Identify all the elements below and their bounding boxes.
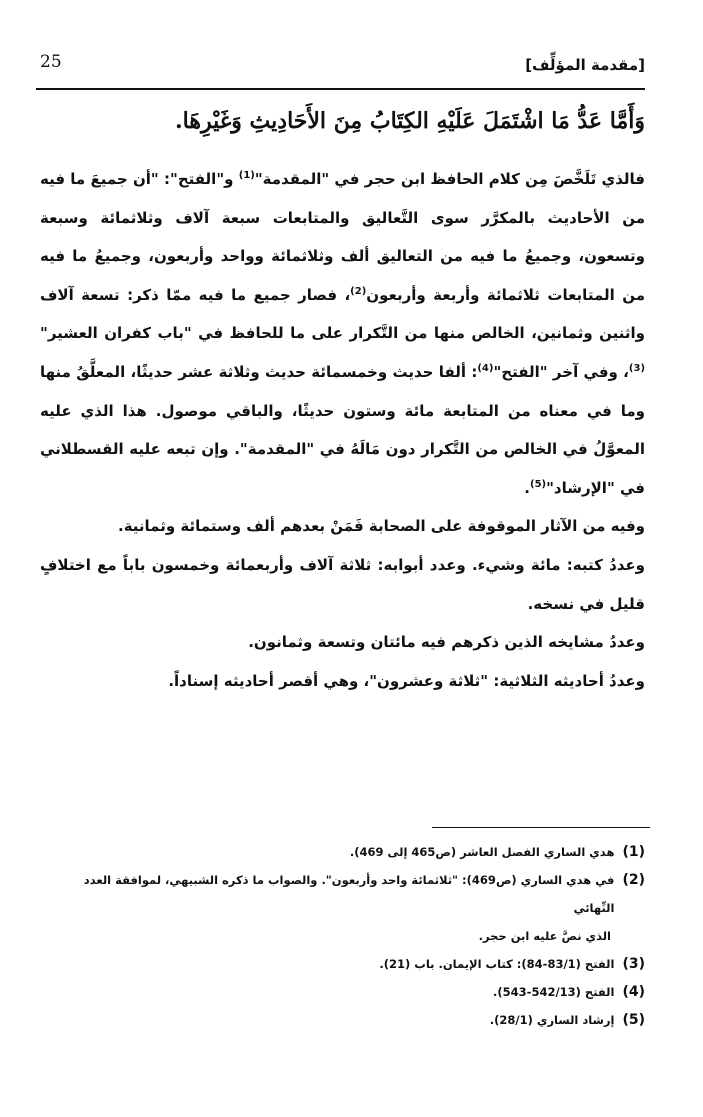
- paragraph: وعددُ كتبه: مائة وشيء. وعدد أبوابه: ثلاثة آلاف وأربعمائة وخمسون باباً مع اختلافٍ قليل في نسخه.: [40, 555, 645, 613]
- main-text: [40, 160, 645, 700]
- footnote-number: (5): [622, 1012, 645, 1028]
- footnote-number: (3): [622, 956, 645, 972]
- footnote-text: إرشاد الساري (28/1).: [489, 1013, 615, 1027]
- footnote-number: (2): [622, 872, 645, 888]
- footnote: [40, 978, 645, 1006]
- footnote-reference: (3): [628, 362, 646, 374]
- footnote: [40, 838, 645, 866]
- page-number: 25: [40, 52, 62, 72]
- paragraph: فالذي تَلَخَّصَ مِن كلام الحافظ ابن حجر في "المقدمة"$^{(1)}$ و"الفتح": "أن جميعَ ما فيه من الأحاديث بالمكرَّر سوى التَّعاليق والمتابعات سبعة آلاف وثلاثمائة وسبعة وتسعون، وجميعُ ما فيه من التعاليق ألف وثلاثمائة وواحد وأربعون، وجميعُ ما فيه من المتابعات ثلاثمائة وأربعة وأربعون$^{(2)}$، فصار جميع ما فيه ممّا ذكر: تسعة آلاف واثنين وثمانين، الخالص منها من التَّكرار على ما للحافظ في "باب كفران العشير"$^{(3)}$، وفي آخر "الفتح"$^{(4)}$: ألفا حديث وخمسمائة حديث وثلاثة عشر حديثًا، المعلَّقُ منها وما في معناه من المتابعة مائة وستون حديثًا، والباقي موصول. هذا الذي عليه المعوَّلُ في الخالص من التَّكرار دون مَالَهُ في "المقدمة". وإن تبعه عليه القسطلاني في "الإرشاد"$^{(5)}$.: [40, 170, 646, 497]
- section-label: [مقدمة المؤلِّف]: [525, 56, 645, 74]
- footnote-text: الفتح (83/1-84): كتاب الإيمان. باب (21).: [379, 957, 615, 971]
- footnote-number: (1): [622, 844, 645, 860]
- header-rule: [36, 88, 645, 90]
- footnote: [40, 866, 645, 922]
- footnote: [40, 1006, 645, 1034]
- page-header: [40, 52, 645, 86]
- footnote-number: (4): [622, 984, 645, 1000]
- footnote-continuation: الذي نصَّ عليه ابن حجر.: [478, 929, 611, 943]
- footnote-text: هدي الساري الفصل العاشر (ص465 إلى 469).: [349, 845, 615, 859]
- paragraph: وعددُ أحاديثه الثلاثية: "ثلاثة وعشرون"، وهي أقصر أحاديثه إسناداً.: [168, 671, 645, 690]
- footnote-reference: (5): [529, 478, 547, 490]
- footnote: [40, 950, 645, 978]
- section-title: وَأَمَّا عَدُّ مَا اشْتَمَلَ عَلَيْهِ الكِتَابُ مِنَ الأَحَادِيثِ وَغَيْرِهَا.: [175, 108, 645, 134]
- footnote-reference: (1): [238, 170, 255, 181]
- footnotes: [40, 838, 645, 1034]
- footnote-divider: [432, 827, 650, 828]
- paragraph: وفيه من الآثار الموقوفة على الصحابة فَمَنْ بعدهم ألف وستمائة وثمانية.: [118, 517, 645, 536]
- footnote-text: في هدي الساري (ص469): "ثلاثمائة واحد وأربعون". والصواب ما ذكره الشبيهي، لموافقة العدد النِّهائي: [83, 873, 615, 915]
- footnote-reference: (4): [477, 362, 494, 374]
- footnote-reference: (2): [350, 285, 367, 297]
- footnote-text: الفتح (542/13-543).: [493, 985, 615, 999]
- paragraph: وعددُ مشايخه الذين ذكرهم فيه مائتان وتسعة وثمانون.: [248, 633, 645, 652]
